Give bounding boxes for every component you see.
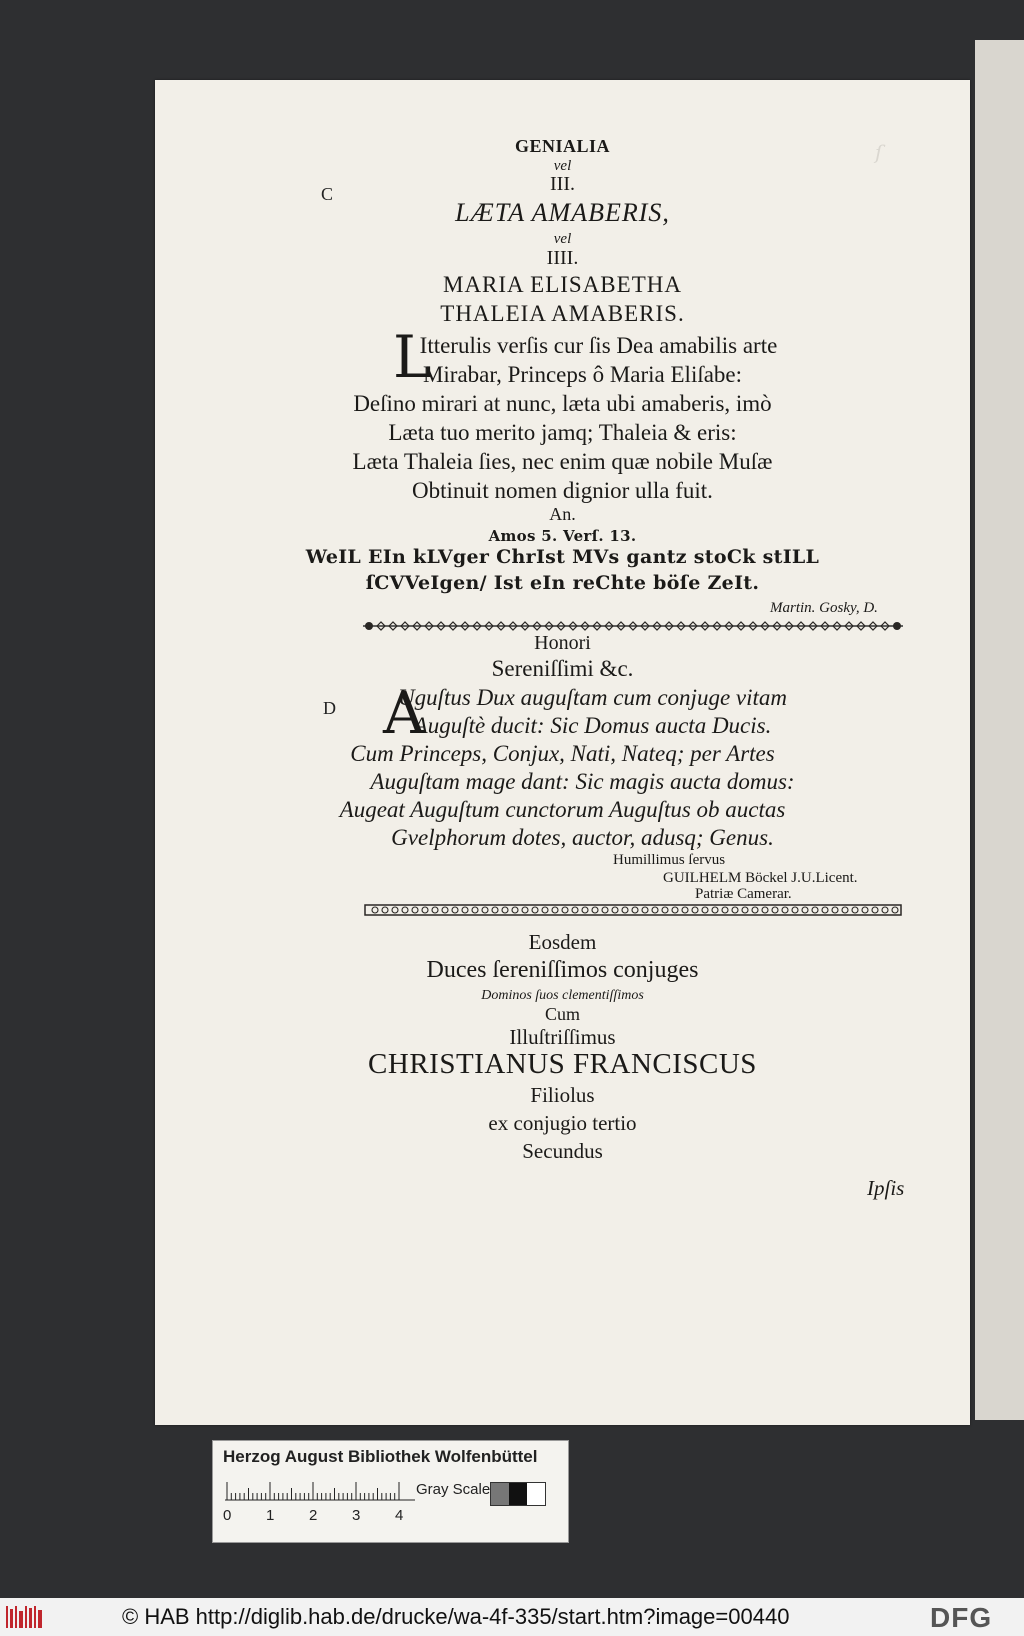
amos-reference: Amos 5. Verſ. 13. bbox=[488, 527, 637, 545]
ruler-number: 0 bbox=[223, 1507, 232, 1524]
dfg-logo: DFG bbox=[930, 1602, 993, 1633]
poem2-line-2: Auguſtè ducit: Sic Domus aucta Ducis. bbox=[413, 713, 772, 738]
an-label: An. bbox=[549, 504, 576, 524]
christianus-franciscus: CHRISTIANUS FRANCISCUS bbox=[368, 1048, 757, 1080]
ruler-number: 4 bbox=[395, 1507, 404, 1524]
poem2-line-4: Auguſtam mage dant: Sic magis aucta domus: bbox=[370, 769, 795, 794]
heading-genialia: GENIALIA bbox=[514, 136, 611, 156]
heading-vel-2: vel bbox=[553, 231, 572, 247]
heading-vel-1: vel bbox=[553, 158, 572, 174]
dominos-line: Dominos ſuos clementiſſimos bbox=[481, 988, 644, 1003]
ruler-number: 2 bbox=[309, 1507, 318, 1524]
poem1-line-5: Læta Thaleia ſies, nec enim quæ nobile Muſæ bbox=[352, 449, 773, 474]
eosdem-label: Eosdem bbox=[528, 930, 597, 954]
poem2-line-5: Augeat Auguſtum cunctorum Auguſtus ob auctas bbox=[339, 797, 786, 822]
cum-label: Cum bbox=[544, 1004, 580, 1024]
ex-conjugio-line: ex conjugio tertio bbox=[488, 1111, 637, 1135]
poem2-line-3: Cum Princeps, Conjux, Nati, Nateq; per Artes bbox=[350, 741, 775, 766]
barcode-icon bbox=[5, 1604, 45, 1630]
signature-gosky: Martin. Gosky, D. bbox=[770, 600, 878, 616]
filiolus-line: Filiolus bbox=[530, 1083, 595, 1107]
illustrissimus-line: Illuſtriſſimus bbox=[509, 1025, 616, 1049]
poem1-line-3: Deſino mirari at nunc, læta ubi amaberis, imò bbox=[353, 391, 772, 416]
catchword-ipsis: Ipſis bbox=[867, 1176, 905, 1200]
bleed-through: ſ bbox=[875, 140, 883, 164]
gray-scale-swatches bbox=[490, 1482, 546, 1506]
signature-guilhelm: GUILHELM Böckel J.U.Licent. bbox=[663, 870, 858, 886]
secundus-line: Secundus bbox=[522, 1139, 603, 1163]
poem1-line-1: Itterulis verſis cur ſis Dea amabilis arte bbox=[419, 333, 778, 358]
poem1-line-4: Læta tuo merito jamq; Thaleia & eris: bbox=[388, 420, 737, 445]
ruler-scale bbox=[225, 1477, 415, 1501]
document-page bbox=[155, 80, 970, 1425]
poem2-line-1: Uguſtus Dux auguſtam cum conjuge vitam bbox=[397, 685, 788, 710]
card-title: Herzog August Bibliothek Wolfenbüttel bbox=[223, 1447, 538, 1466]
gothic-line-1: WeIL EIn kLVger ChrIst MVs gantz stoCk stILL bbox=[305, 546, 820, 568]
source-url[interactable]: © HAB http://diglib.hab.de/drucke/wa-4f-335/start.htm?image=00440 bbox=[122, 1604, 790, 1629]
ruler-number: 1 bbox=[266, 1507, 275, 1524]
drop-capital-a: A bbox=[383, 679, 425, 747]
heading-thaleia-amaberis: THALEIA AMABERIS. bbox=[440, 301, 685, 326]
heading-laeta-amaberis: LÆTA AMABERIS, bbox=[455, 198, 670, 227]
swatch-mid bbox=[491, 1483, 509, 1505]
signature-humillimus: Humillimus ſervus bbox=[613, 852, 726, 868]
footer-bar bbox=[0, 1598, 1024, 1636]
poem1-line-2: Mirabar, Princeps ô Maria Eliſabe: bbox=[422, 362, 743, 387]
margin-letter-c: C bbox=[321, 184, 334, 204]
poem2-line-6: Gvelphorum dotes, auctor, adusq; Genus. bbox=[391, 825, 774, 850]
swatch-black bbox=[509, 1483, 527, 1505]
swatch-white bbox=[527, 1483, 545, 1505]
poem1-line-6: Obtinuit nomen dignior ulla fuit. bbox=[412, 478, 713, 503]
library-color-card bbox=[212, 1440, 569, 1543]
heading-maria-elisabetha: MARIA ELISABETHA bbox=[443, 272, 682, 297]
ornament-divider-2 bbox=[363, 903, 903, 917]
gray-scale-label: Gray Scale bbox=[416, 1481, 491, 1498]
gothic-line-2: ſCVVeIgen/ Ist eIn reChte böſe ZeIt. bbox=[365, 572, 760, 594]
ruler-number: 3 bbox=[352, 1507, 361, 1524]
serenissimi-label: Sereniſſimi &c. bbox=[491, 656, 634, 681]
duces-line: Duces ſereniſſimos conjuges bbox=[426, 957, 699, 983]
drop-capital-l: L bbox=[393, 323, 432, 391]
honori-label: Honori bbox=[534, 632, 591, 654]
margin-letter-d: D bbox=[323, 698, 336, 718]
heading-num-3: III. bbox=[550, 173, 575, 195]
signature-patriae: Patriæ Camerar. bbox=[695, 886, 792, 902]
ornament-divider-1 bbox=[363, 619, 903, 633]
heading-num-4: IIII. bbox=[546, 247, 579, 269]
